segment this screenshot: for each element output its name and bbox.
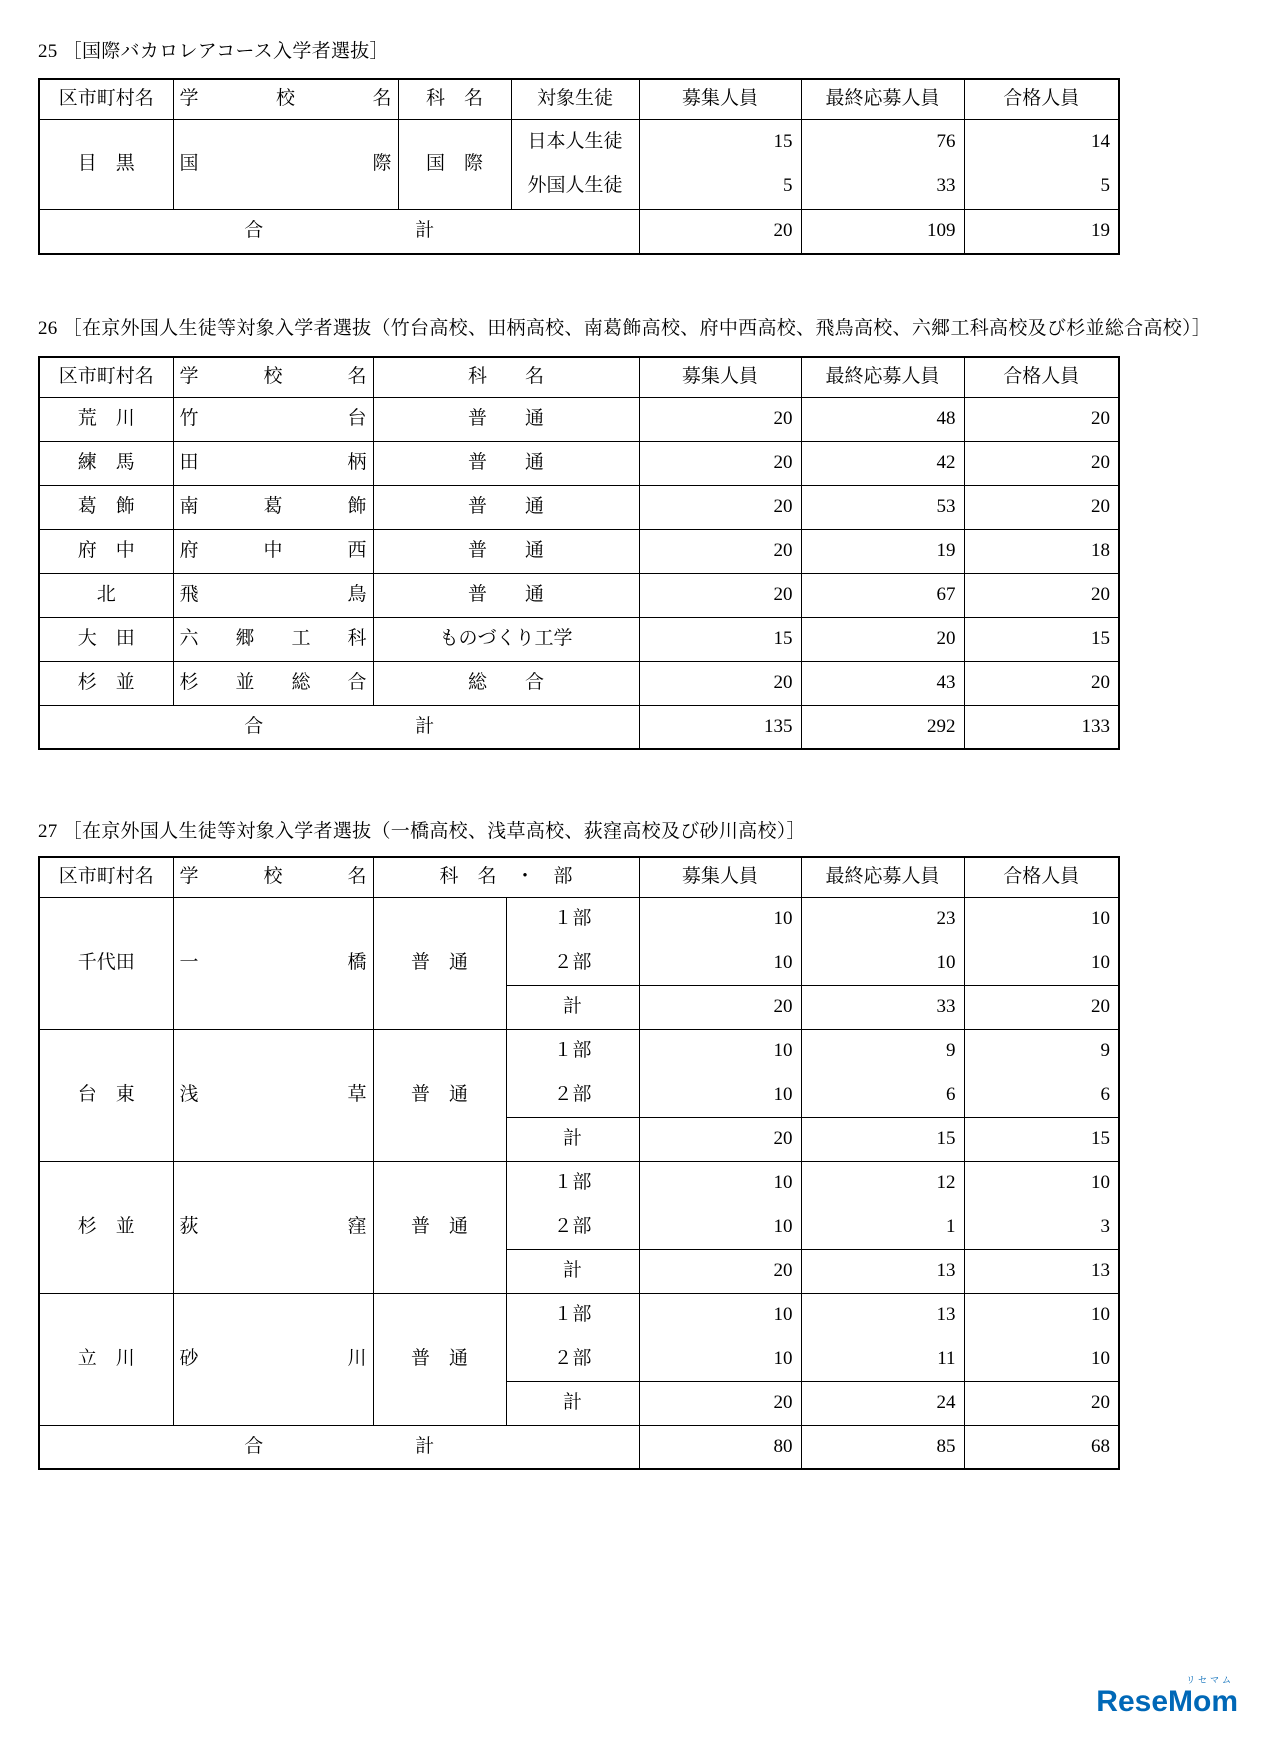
school-cell: 飛鳥: [173, 573, 373, 617]
dept-cell: ものづくり工学: [373, 617, 639, 661]
recruit-cell: 10: [639, 1205, 801, 1249]
dept-cell: 普 通: [373, 573, 639, 617]
section-26-title: 26 ［在京外国人生徒等対象入学者選抜（竹台高校、田柄高校、南葛飾高校、府中西高校、飛鳥高校、六郷工科高校及び杉並総合高校）］: [38, 318, 1212, 339]
recruit-cell: 10: [639, 1293, 801, 1337]
region-cell: 杉 並: [39, 1161, 173, 1293]
recruit-cell: 10: [639, 1029, 801, 1073]
applicants-cell: 15: [801, 1117, 964, 1161]
part-cell: ２部: [506, 1073, 639, 1117]
total-pass-cell: 133: [964, 705, 1119, 749]
recruit-cell: 10: [639, 897, 801, 941]
part-subtotal-cell: 計: [506, 1117, 639, 1161]
part-subtotal-cell: 計: [506, 1381, 639, 1425]
table-25-ib-selection: [38, 78, 1120, 255]
applicants-cell: 42: [801, 441, 964, 485]
total-applicants-cell: 292: [801, 705, 964, 749]
table-row: [39, 441, 1119, 485]
school-cell: 荻窪: [173, 1161, 373, 1293]
applicants-cell: 6: [801, 1073, 964, 1117]
applicants-cell: 24: [801, 1381, 964, 1425]
school-cell: 杉並総合: [173, 661, 373, 705]
part-cell: １部: [506, 1293, 639, 1337]
part-cell: １部: [506, 897, 639, 941]
pass-cell: 5: [964, 164, 1119, 209]
total-row: [39, 705, 1119, 749]
part-cell: １部: [506, 1161, 639, 1205]
applicants-cell: 13: [801, 1293, 964, 1337]
dept-cell: 普 通: [373, 441, 639, 485]
applicants-cell: 12: [801, 1161, 964, 1205]
total-label-cell: 合 計: [39, 705, 639, 749]
pass-cell: 14: [964, 119, 1119, 164]
recruit-cell: 5: [639, 164, 801, 209]
recruit-cell: 20: [639, 441, 801, 485]
part-cell: ２部: [506, 1337, 639, 1381]
resemom-logo: [1096, 1676, 1238, 1717]
total-label-cell: 合 計: [39, 209, 639, 254]
school-cell: 竹台: [173, 397, 373, 441]
pass-cell: 13: [964, 1249, 1119, 1293]
col-header-dept: 科 名: [398, 79, 511, 119]
recruit-cell: 20: [639, 485, 801, 529]
dept-cell: 普 通: [373, 1293, 506, 1425]
col-header-target: 対象生徒: [511, 79, 639, 119]
recruit-cell: 20: [639, 397, 801, 441]
dept-cell: 普 通: [373, 529, 639, 573]
region-cell: 葛 飾: [39, 485, 173, 529]
total-recruit-cell: 20: [639, 209, 801, 254]
col-header-region: 区市町村名: [39, 357, 173, 397]
region-cell: 杉 並: [39, 661, 173, 705]
recruit-cell: 10: [639, 1337, 801, 1381]
pass-cell: 10: [964, 941, 1119, 985]
applicants-cell: 53: [801, 485, 964, 529]
total-row: [39, 1425, 1119, 1469]
pass-cell: 20: [964, 1381, 1119, 1425]
part-cell: ２部: [506, 941, 639, 985]
dept-cell: 普 通: [373, 897, 506, 1029]
pass-cell: 15: [964, 617, 1119, 661]
applicants-cell: 33: [801, 985, 964, 1029]
region-cell: 台 東: [39, 1029, 173, 1161]
dept-cell: 国 際: [398, 119, 511, 209]
school-cell: 一橋: [173, 897, 373, 1029]
col-header-applicants: 最終応募人員: [801, 357, 964, 397]
table-row: [39, 397, 1119, 441]
recruit-cell: 10: [639, 1161, 801, 1205]
section-25-title: 25 ［国際バカロレアコース入学者選抜］: [38, 41, 389, 62]
pass-cell: 20: [964, 485, 1119, 529]
col-header-recruit: 募集人員: [639, 79, 801, 119]
part-cell: ２部: [506, 1205, 639, 1249]
school-cell: 砂川: [173, 1293, 373, 1425]
col-header-recruit: 募集人員: [639, 357, 801, 397]
resemom-logo-ruby: リセマム: [1186, 1675, 1234, 1685]
col-header-applicants: 最終応募人員: [801, 79, 964, 119]
pass-cell: 10: [964, 1293, 1119, 1337]
section-27-title: 27 ［在京外国人生徒等対象入学者選抜（一橋高校、浅草高校、荻窪高校及び砂川高校）］: [38, 821, 806, 842]
pass-cell: 3: [964, 1205, 1119, 1249]
table-row: [39, 617, 1119, 661]
applicants-cell: 11: [801, 1337, 964, 1381]
col-header-school: 学校名: [173, 857, 373, 897]
applicants-cell: 19: [801, 529, 964, 573]
total-pass-cell: 68: [964, 1425, 1119, 1469]
applicants-cell: 33: [801, 164, 964, 209]
col-header-dept-part: 科 名 ・ 部: [373, 857, 639, 897]
table-row: [39, 661, 1119, 705]
total-applicants-cell: 85: [801, 1425, 964, 1469]
col-header-pass: 合格人員: [964, 79, 1119, 119]
total-recruit-cell: 135: [639, 705, 801, 749]
region-cell: 立 川: [39, 1293, 173, 1425]
col-header-dept: 科 名: [373, 357, 639, 397]
dept-cell: 普 通: [373, 1161, 506, 1293]
table-row: [39, 573, 1119, 617]
part-subtotal-cell: 計: [506, 1249, 639, 1293]
school-cell: 田柄: [173, 441, 373, 485]
table-row: [39, 357, 1119, 397]
pass-cell: 18: [964, 529, 1119, 573]
col-header-school: 学校名: [173, 79, 398, 119]
pass-cell: 10: [964, 1161, 1119, 1205]
pass-cell: 15: [964, 1117, 1119, 1161]
recruit-cell: 10: [639, 1073, 801, 1117]
total-recruit-cell: 80: [639, 1425, 801, 1469]
applicants-cell: 1: [801, 1205, 964, 1249]
total-pass-cell: 19: [964, 209, 1119, 254]
recruit-cell: 20: [639, 661, 801, 705]
applicants-cell: 23: [801, 897, 964, 941]
dept-cell: 普 通: [373, 397, 639, 441]
table-row: [39, 79, 1119, 119]
recruit-cell: 20: [639, 985, 801, 1029]
recruit-cell: 20: [639, 573, 801, 617]
dept-cell: 総 合: [373, 661, 639, 705]
table-row: [39, 897, 1119, 941]
part-subtotal-cell: 計: [506, 985, 639, 1029]
school-cell: 南葛飾: [173, 485, 373, 529]
pass-cell: 20: [964, 985, 1119, 1029]
col-header-region: 区市町村名: [39, 79, 173, 119]
pass-cell: 10: [964, 897, 1119, 941]
col-header-school: 学校名: [173, 357, 373, 397]
recruit-cell: 15: [639, 617, 801, 661]
applicants-cell: 13: [801, 1249, 964, 1293]
total-applicants-cell: 109: [801, 209, 964, 254]
dept-cell: 普 通: [373, 1029, 506, 1161]
region-cell: 目 黒: [39, 119, 173, 209]
table-row: [39, 529, 1119, 573]
table-27-zaikyo-selection: [38, 856, 1120, 1470]
table-row: [39, 485, 1119, 529]
applicants-cell: 9: [801, 1029, 964, 1073]
total-label-cell: 合 計: [39, 1425, 639, 1469]
col-header-pass: 合格人員: [964, 857, 1119, 897]
region-cell: 府 中: [39, 529, 173, 573]
pass-cell: 20: [964, 661, 1119, 705]
school-cell: 六郷工科: [173, 617, 373, 661]
region-cell: 荒 川: [39, 397, 173, 441]
table-row: [39, 1293, 1119, 1337]
region-cell: 千代田: [39, 897, 173, 1029]
table-26-zaikyo-selection: [38, 356, 1120, 750]
col-header-recruit: 募集人員: [639, 857, 801, 897]
region-cell: 練 馬: [39, 441, 173, 485]
recruit-cell: 20: [639, 1381, 801, 1425]
pass-cell: 20: [964, 441, 1119, 485]
col-header-applicants: 最終応募人員: [801, 857, 964, 897]
recruit-cell: 15: [639, 119, 801, 164]
table-row: [39, 1161, 1119, 1205]
target-cell: 外国人生徒: [511, 164, 639, 209]
table-row: [39, 1029, 1119, 1073]
school-cell: 国際: [173, 119, 398, 209]
part-cell: １部: [506, 1029, 639, 1073]
applicants-cell: 43: [801, 661, 964, 705]
school-cell: 浅草: [173, 1029, 373, 1161]
applicants-cell: 10: [801, 941, 964, 985]
total-row: [39, 209, 1119, 254]
pass-cell: 9: [964, 1029, 1119, 1073]
table-row: [39, 857, 1119, 897]
applicants-cell: 76: [801, 119, 964, 164]
col-header-region: 区市町村名: [39, 857, 173, 897]
pass-cell: 20: [964, 573, 1119, 617]
applicants-cell: 67: [801, 573, 964, 617]
recruit-cell: 10: [639, 941, 801, 985]
col-header-pass: 合格人員: [964, 357, 1119, 397]
table-row: [39, 119, 1119, 164]
applicants-cell: 48: [801, 397, 964, 441]
region-cell: 大 田: [39, 617, 173, 661]
dept-cell: 普 通: [373, 485, 639, 529]
pass-cell: 10: [964, 1337, 1119, 1381]
applicants-cell: 20: [801, 617, 964, 661]
recruit-cell: 20: [639, 529, 801, 573]
pass-cell: 6: [964, 1073, 1119, 1117]
region-cell: 北: [39, 573, 173, 617]
recruit-cell: 20: [639, 1117, 801, 1161]
target-cell: 日本人生徒: [511, 119, 639, 164]
pass-cell: 20: [964, 397, 1119, 441]
resemom-logo-text: ReseMom: [1096, 1685, 1238, 1718]
school-cell: 府中西: [173, 529, 373, 573]
recruit-cell: 20: [639, 1249, 801, 1293]
